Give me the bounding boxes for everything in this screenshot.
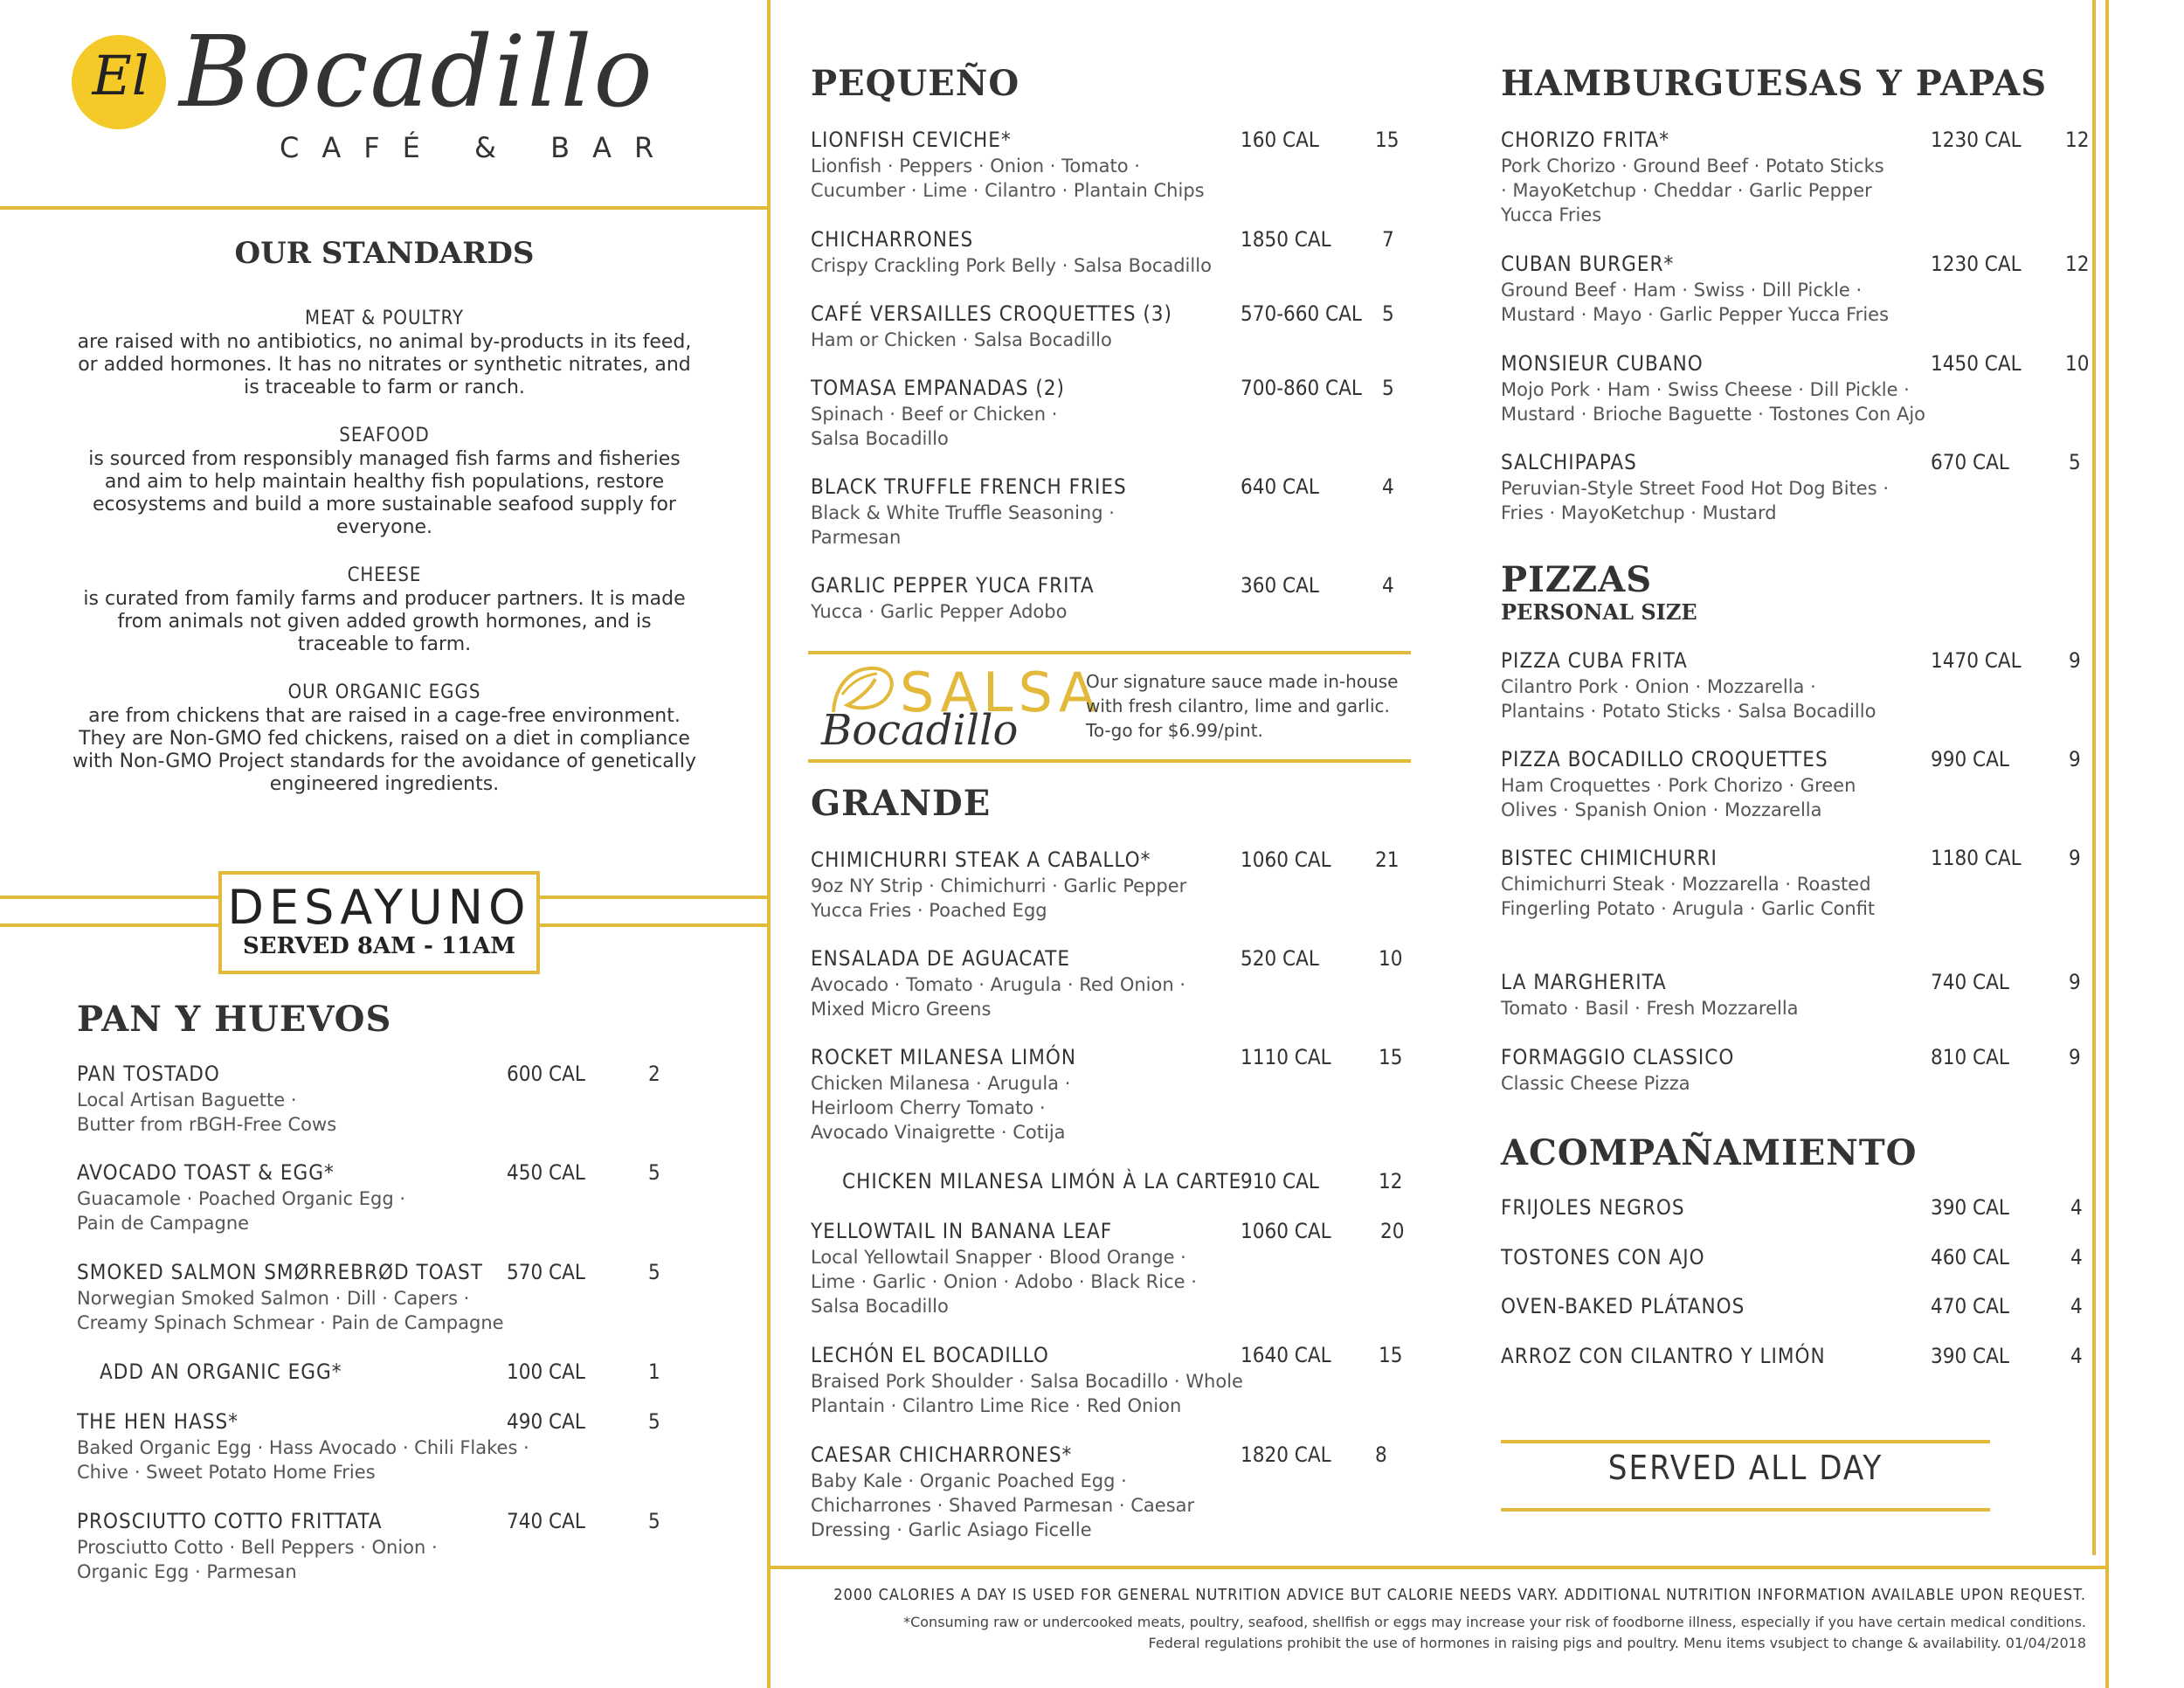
standard-body: are from chickens that are raised in a cage-free environment. They are Non-GMO fed chickens, raised on a diet in compliance with Non-GMO Project standards for the avoidance of genetically engineered ingredients.	[72, 705, 697, 795]
pizzas-subtitle: PERSONAL SIZE	[1501, 599, 1697, 625]
item-name: CHIMICHURRI STEAK A CABALLO*	[811, 847, 1151, 872]
divider-right-outer	[2105, 0, 2109, 1688]
item-cal: 570-660 CAL	[1241, 301, 1362, 326]
item-price: 8	[1375, 1442, 1387, 1467]
item-price: 5	[648, 1509, 660, 1533]
item-cal: 700-860 CAL	[1241, 376, 1362, 400]
item-cal: 1640 CAL	[1241, 1343, 1331, 1367]
item-cal: 910 CAL	[1241, 1169, 1319, 1193]
standard-head: MEAT & POULTRY	[304, 308, 464, 329]
item-name: CUBAN BURGER*	[1501, 252, 1675, 276]
menu-item	[1501, 747, 2095, 822]
item-price: 7	[1382, 227, 1394, 252]
item-desc: Lionfish · Peppers · Onion · Tomato · Cucumber · Lime · Cilantro · Plantain Chips	[811, 156, 1205, 201]
rule-footer	[769, 1566, 2105, 1569]
desayuno-title: DESAYUNO	[227, 880, 531, 935]
item-desc: Black & White Truffle Seasoning · Parmesan	[811, 502, 1115, 548]
standard-body: is curated from family farms and producer partners. It is made from animals not given added growth hormones, and is traceable to farm.	[83, 588, 686, 655]
item-name: MONSIEUR CUBANO	[1501, 351, 1704, 376]
item-cal: 1060 CAL	[1241, 1219, 1331, 1243]
consumer-advisory: *Consuming raw or undercooked meats, poultry, seafood, shellfish or eggs may increase your risk of foodborne illness, especially if you have certain medical conditions. Federal regulations prohibit the use of hormones in raising pigs and poultry. Menu items vsubject to change & availability. 01/04/2018	[903, 1614, 2086, 1651]
item-name: CHORIZO FRITA*	[1501, 128, 1669, 152]
item-name: ARROZ CON CILANTRO Y LIMÓN	[1501, 1344, 1826, 1368]
menu-item	[1501, 128, 2095, 227]
item-price: 5	[1382, 301, 1394, 326]
item-name: AVOCADO TOAST & EGG*	[77, 1160, 335, 1185]
item-desc: Prosciutto Cotto · Bell Peppers · Onion · Organic Egg · Parmesan	[77, 1537, 438, 1582]
item-name: SMOKED SALMON SMØRREBRØD TOAST	[77, 1260, 483, 1284]
item-name: BISTEC CHIMICHURRI	[1501, 846, 1717, 870]
section-title-grande: GRANDE	[811, 783, 992, 824]
item-cal: 990 CAL	[1931, 747, 2009, 771]
item-price: 10	[1379, 946, 1403, 971]
item-name: LECHÓN EL BOCADILLO	[811, 1343, 1049, 1367]
item-price: 5	[648, 1409, 660, 1434]
standards-title: OUR STANDARDS	[234, 236, 535, 271]
item-name: GARLIC PEPPER YUCA FRITA	[811, 573, 1095, 598]
item-cal: 360 CAL	[1241, 573, 1319, 598]
item-price: 15	[1379, 1343, 1403, 1367]
menu-item	[811, 1219, 1405, 1318]
menu-item	[1501, 1045, 2095, 1096]
item-desc: 9oz NY Strip · Chimichurri · Garlic Pepper Yucca Fries · Poached Egg	[811, 875, 1187, 921]
rule-salsa-bottom	[808, 759, 1411, 763]
item-desc: Local Yellowtail Snapper · Blood Orange · Lime · Garlic · Onion · Adobo · Black Rice · Salsa Bocadillo	[811, 1247, 1197, 1317]
menu-item	[1501, 970, 2095, 1020]
menu-item	[811, 227, 1405, 278]
item-cal: 1470 CAL	[1931, 648, 2022, 673]
item-price: 4	[1382, 474, 1394, 499]
item-desc: Baked Organic Egg · Hass Avocado · Chili Flakes · Chive · Sweet Potato Home Fries	[77, 1437, 529, 1483]
item-cal: 1230 CAL	[1931, 252, 2022, 276]
menu-item	[1501, 351, 2095, 426]
item-name: SALCHIPAPAS	[1501, 450, 1637, 474]
menu-item	[811, 946, 1405, 1021]
item-desc: Avocado · Tomato · Arugula · Red Onion · Mixed Micro Greens	[811, 974, 1186, 1020]
item-cal: 460 CAL	[1931, 1245, 2009, 1269]
item-desc: Ham Croquettes · Pork Chorizo · Green Olives · Spanish Onion · Mozzarella	[1501, 775, 1856, 820]
item-price: 4	[2070, 1245, 2083, 1269]
item-price: 10	[2065, 351, 2090, 376]
rule-under-logo	[0, 206, 769, 210]
section-title-acompanamiento: ACOMPAÑAMIENTO	[1501, 1132, 1918, 1173]
item-desc: Crispy Crackling Pork Belly · Salsa Bocadillo	[811, 255, 1212, 276]
salsa-word: SALSA	[900, 661, 1102, 724]
item-name: LA MARGHERITA	[1501, 970, 1667, 994]
item-name: CAFÉ VERSAILLES CROQUETTES (3)	[811, 301, 1172, 326]
menu-item	[77, 1160, 671, 1235]
item-name: CHICKEN MILANESA LIMÓN À LA CARTE	[842, 1169, 1242, 1193]
item-cal: 1110 CAL	[1241, 1045, 1331, 1069]
standard-meat	[70, 308, 699, 399]
rule-served-top	[1501, 1440, 1990, 1443]
section-title-hamburguesas: HAMBURGUESAS Y PAPAS	[1501, 63, 2048, 104]
item-price: 5	[1382, 376, 1394, 400]
item-price: 9	[2069, 970, 2081, 994]
section-title-pizzas: PIZZAS	[1501, 559, 1653, 600]
item-price: 12	[2065, 128, 2090, 152]
item-cal: 1180 CAL	[1931, 846, 2022, 870]
item-desc: Classic Cheese Pizza	[1501, 1073, 1690, 1094]
item-price: 5	[2069, 450, 2081, 474]
item-name: TOSTONES CON AJO	[1501, 1245, 1705, 1269]
item-price: 9	[2069, 648, 2081, 673]
menu-item	[1501, 648, 2095, 723]
item-name: PIZZA BOCADILLO CROQUETTES	[1501, 747, 1828, 771]
item-name: FRIJOLES NEGROS	[1501, 1195, 1685, 1220]
menu-item	[811, 1442, 1405, 1542]
item-name: ROCKET MILANESA LIMÓN	[811, 1045, 1076, 1069]
menu-item	[1501, 1294, 2095, 1318]
item-desc: Spinach · Beef or Chicken · Salsa Bocadillo	[811, 404, 1058, 449]
item-price: 5	[648, 1260, 660, 1284]
item-cal: 1230 CAL	[1931, 128, 2022, 152]
item-cal: 600 CAL	[507, 1062, 585, 1086]
item-name: ADD AN ORGANIC EGG*	[100, 1359, 342, 1384]
section-title-pan: PAN Y HUEVOS	[77, 999, 392, 1040]
menu-item	[1501, 846, 2095, 921]
item-name: CHICHARRONES	[811, 227, 974, 252]
item-cal: 740 CAL	[507, 1509, 585, 1533]
item-name: ENSALADA DE AGUACATE	[811, 946, 1071, 971]
item-price: 15	[1375, 128, 1400, 152]
standard-body: are raised with no antibiotics, no animal by-products in its feed, or added hormones. It has no nitrates or synthetic nitrates, and is traceable to farm or ranch.	[77, 331, 692, 398]
item-desc: Ground Beef · Ham · Swiss · Dill Pickle · Mustard · Mayo · Garlic Pepper Yucca Fries	[1501, 280, 1890, 325]
menu-item	[811, 128, 1405, 203]
item-desc: Ham or Chicken · Salsa Bocadillo	[811, 329, 1112, 350]
standard-seafood	[70, 425, 699, 539]
section-title-pequeno: PEQUEÑO	[811, 63, 1020, 104]
logo-name: Bocadillo	[179, 16, 654, 129]
item-cal: 810 CAL	[1931, 1045, 2009, 1069]
item-name: OVEN-BAKED PLÁTANOS	[1501, 1294, 1745, 1318]
item-name: PAN TOSTADO	[77, 1062, 220, 1086]
item-desc: Local Artisan Baguette · Butter from rBGH-Free Cows	[77, 1090, 337, 1135]
menu-item	[1501, 1245, 2095, 1269]
item-desc: Tomato · Basil · Fresh Mozzarella	[1501, 998, 1799, 1019]
rule-salsa-top	[808, 651, 1411, 654]
menu-item	[77, 1359, 671, 1384]
standard-eggs	[70, 681, 699, 796]
item-price: 5	[648, 1160, 660, 1185]
item-cal: 450 CAL	[507, 1160, 585, 1185]
item-name: YELLOWTAIL IN BANANA LEAF	[811, 1219, 1113, 1243]
item-cal: 390 CAL	[1931, 1344, 2009, 1368]
item-name: LIONFISH CEVICHE*	[811, 128, 1012, 152]
item-cal: 100 CAL	[507, 1359, 585, 1384]
item-price: 4	[2070, 1195, 2083, 1220]
served-all-day: SERVED ALL DAY	[1607, 1449, 1883, 1487]
item-cal: 1850 CAL	[1241, 227, 1331, 252]
item-name: FORMAGGIO CLASSICO	[1501, 1045, 1735, 1069]
item-cal: 1450 CAL	[1931, 351, 2022, 376]
item-name: PROSCIUTTO COTTO FRITTATA	[77, 1509, 383, 1533]
menu-item	[1501, 252, 2095, 327]
item-price: 4	[1382, 573, 1394, 598]
salsa-description: Our signature sauce made in-house with fresh cilantro, lime and garlic. To-go for $6.99/pint.	[1086, 671, 1399, 741]
item-desc: Yucca · Garlic Pepper Adobo	[811, 601, 1068, 622]
item-cal: 390 CAL	[1931, 1195, 2009, 1220]
item-desc: Mojo Pork · Ham · Swiss Cheese · Dill Pickle · Mustard · Brioche Baguette · Tostones Con Ajo	[1501, 379, 1926, 425]
standard-head: CHEESE	[347, 564, 422, 586]
menu-item	[811, 301, 1405, 352]
item-desc: Chimichurri Steak · Mozzarella · Roasted Fingerling Potato · Arugula · Garlic Confit	[1501, 874, 1876, 919]
item-desc: Guacamole · Poached Organic Egg · Pain de Campagne	[77, 1188, 406, 1234]
item-price: 9	[2069, 1045, 2081, 1069]
menu-item	[811, 474, 1405, 550]
item-desc: Braised Pork Shoulder · Salsa Bocadillo · Whole Plantain · Cilantro Lime Rice · Red Onion	[811, 1371, 1243, 1416]
menu-item	[77, 1260, 671, 1335]
item-price: 9	[2069, 846, 2081, 870]
standard-head: SEAFOOD	[339, 425, 430, 446]
desayuno-hours: SERVED 8AM - 11AM	[243, 933, 515, 959]
menu-item	[1501, 1195, 2095, 1220]
item-price: 20	[1380, 1219, 1405, 1243]
item-cal: 670 CAL	[1931, 450, 2009, 474]
logo-el: El	[92, 44, 149, 107]
standard-body: is sourced from responsibly managed fish farms and fisheries and aim to help maintain healthy fish populations, restore ecosystems and build a more sustainable seafood supply for everyone.	[88, 448, 681, 538]
item-cal: 1060 CAL	[1241, 847, 1331, 872]
item-price: 1	[648, 1359, 660, 1384]
rule-served-bottom	[1501, 1508, 1990, 1512]
item-price: 4	[2070, 1294, 2083, 1318]
item-cal: 470 CAL	[1931, 1294, 2009, 1318]
menu-item	[811, 573, 1405, 624]
item-name: THE HEN HASS*	[77, 1409, 239, 1434]
item-cal: 520 CAL	[1241, 946, 1319, 971]
standard-cheese	[70, 564, 699, 656]
menu-item	[811, 1343, 1405, 1418]
item-price: 12	[2065, 252, 2090, 276]
item-price: 21	[1375, 847, 1400, 872]
menu-item	[811, 376, 1405, 451]
item-price: 15	[1379, 1045, 1403, 1069]
item-desc: Cilantro Pork · Onion · Mozzarella · Plantains · Potato Sticks · Salsa Bocadillo	[1501, 676, 1876, 722]
item-price: 12	[1379, 1169, 1403, 1193]
item-price: 2	[648, 1062, 660, 1086]
item-price: 9	[2069, 747, 2081, 771]
logo-sub: CAFÉ & BAR	[280, 131, 677, 164]
item-cal: 640 CAL	[1241, 474, 1319, 499]
nutrition-note: 2000 CALORIES A DAY IS USED FOR GENERAL NUTRITION ADVICE BUT CALORIE NEEDS VARY. ADDITIONAL NUTRITION INFORMATION AVAILABLE UPON REQUEST.	[833, 1586, 2086, 1604]
item-desc: Pork Chorizo · Ground Beef · Potato Sticks · MayoKetchup · Cheddar · Garlic Pepper Yucca Fries	[1501, 156, 1884, 225]
menu-item	[1501, 1344, 2095, 1368]
item-desc: Chicken Milanesa · Arugula · Heirloom Cherry Tomato · Avocado Vinaigrette · Cotija	[811, 1073, 1071, 1143]
standard-head: OUR ORGANIC EGGS	[287, 681, 481, 703]
item-cal: 1820 CAL	[1241, 1442, 1331, 1467]
menu-item	[77, 1509, 671, 1584]
item-cal: 160 CAL	[1241, 128, 1319, 152]
salsa-script: Bocadillo	[821, 706, 1019, 755]
menu-item	[77, 1062, 671, 1137]
item-cal: 740 CAL	[1931, 970, 2009, 994]
item-name: BLACK TRUFFLE FRENCH FRIES	[811, 474, 1127, 499]
menu-item	[77, 1409, 671, 1484]
item-desc: Peruvian-Style Street Food Hot Dog Bites · Fries · MayoKetchup · Mustard	[1501, 478, 1889, 523]
item-cal: 570 CAL	[507, 1260, 585, 1284]
menu-item	[811, 1169, 1405, 1193]
item-desc: Baby Kale · Organic Poached Egg · Chicharrones · Shaved Parmesan · Caesar Dressing · Garlic Asiago Ficelle	[811, 1470, 1195, 1540]
menu-item	[811, 847, 1405, 923]
item-name: PIZZA CUBA FRITA	[1501, 648, 1688, 673]
menu-item	[811, 1045, 1405, 1145]
item-desc: Norwegian Smoked Salmon · Dill · Capers · Creamy Spinach Schmear · Pain de Campagne	[77, 1288, 504, 1333]
item-price: 4	[2070, 1344, 2083, 1368]
item-cal: 490 CAL	[507, 1409, 585, 1434]
item-name: CAESAR CHICHARRONES*	[811, 1442, 1073, 1467]
desayuno-box	[218, 871, 540, 974]
menu-item	[1501, 450, 2095, 525]
item-name: TOMASA EMPANADAS (2)	[811, 376, 1065, 400]
